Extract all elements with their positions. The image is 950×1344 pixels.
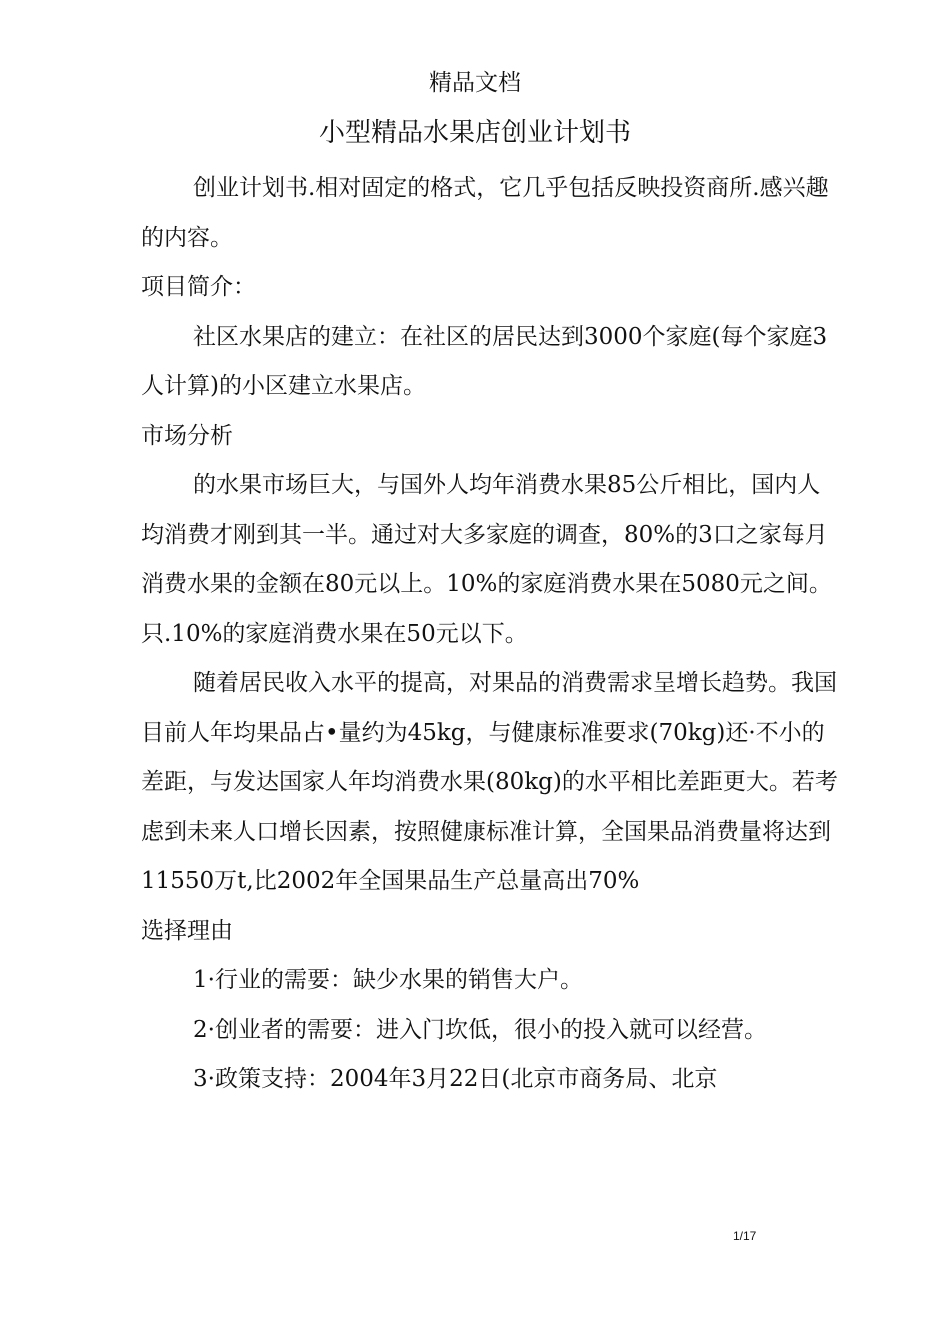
- section-heading-project: 项目简介：: [141, 274, 256, 300]
- document-title: 小型精品水果店创业计划书: [318, 118, 631, 148]
- list-item-reason-2: 2·创业者的需要：进入门坎低，很小的投入就可以经营。: [193, 1016, 767, 1043]
- section-heading-market: 市场分析: [141, 422, 233, 449]
- section-heading-reasons: 选择理由: [141, 917, 233, 944]
- paragraph-intro: 创业计划书.相对固定的格式，它几乎包括反映投资商所.感兴趣的内容。: [141, 175, 829, 251]
- list-item-reason-1: 1·行业的需要：缺少水果的销售大户。: [193, 967, 583, 993]
- document-body: [141, 164, 841, 1105]
- page-header: 精品文档: [429, 70, 521, 96]
- list-item-reason-3: 3·政策支持：2004年3月22日(北京市商务局、北京: [193, 1066, 718, 1092]
- paragraph-project: 社区水果店的建立：在社区的居民达到3000个家庭(每个家庭3人计算)的小区建立水果店。: [141, 323, 828, 399]
- paragraph-market-1: 的水果市场巨大，与国外人均年消费水果85公斤相比，国内人均消费才刚到其一半。通过对大多家庭的调查，80%的3口之家每月消费水果的金额在80元以上。10%的家庭消费水果在5080元之间。只.10%的家庭消费水果在50元以下。: [141, 472, 832, 647]
- paragraph-market-2: 随着居民收入水平的提高，对果品的消费需求呈增长趋势。我国目前人年均果品占•量约为45kg，与健康标准要求(70kg)还·不小的差距，与发达国家人年均消费水果(80kg)的水平相比差距更大。若考虑到未来人口增长因素，按照健康标准计算，全国果品消费量将达到11550万t,比2002年全国果品生产总量高出70%: [141, 670, 838, 894]
- page-number: 1/17: [733, 1229, 757, 1243]
